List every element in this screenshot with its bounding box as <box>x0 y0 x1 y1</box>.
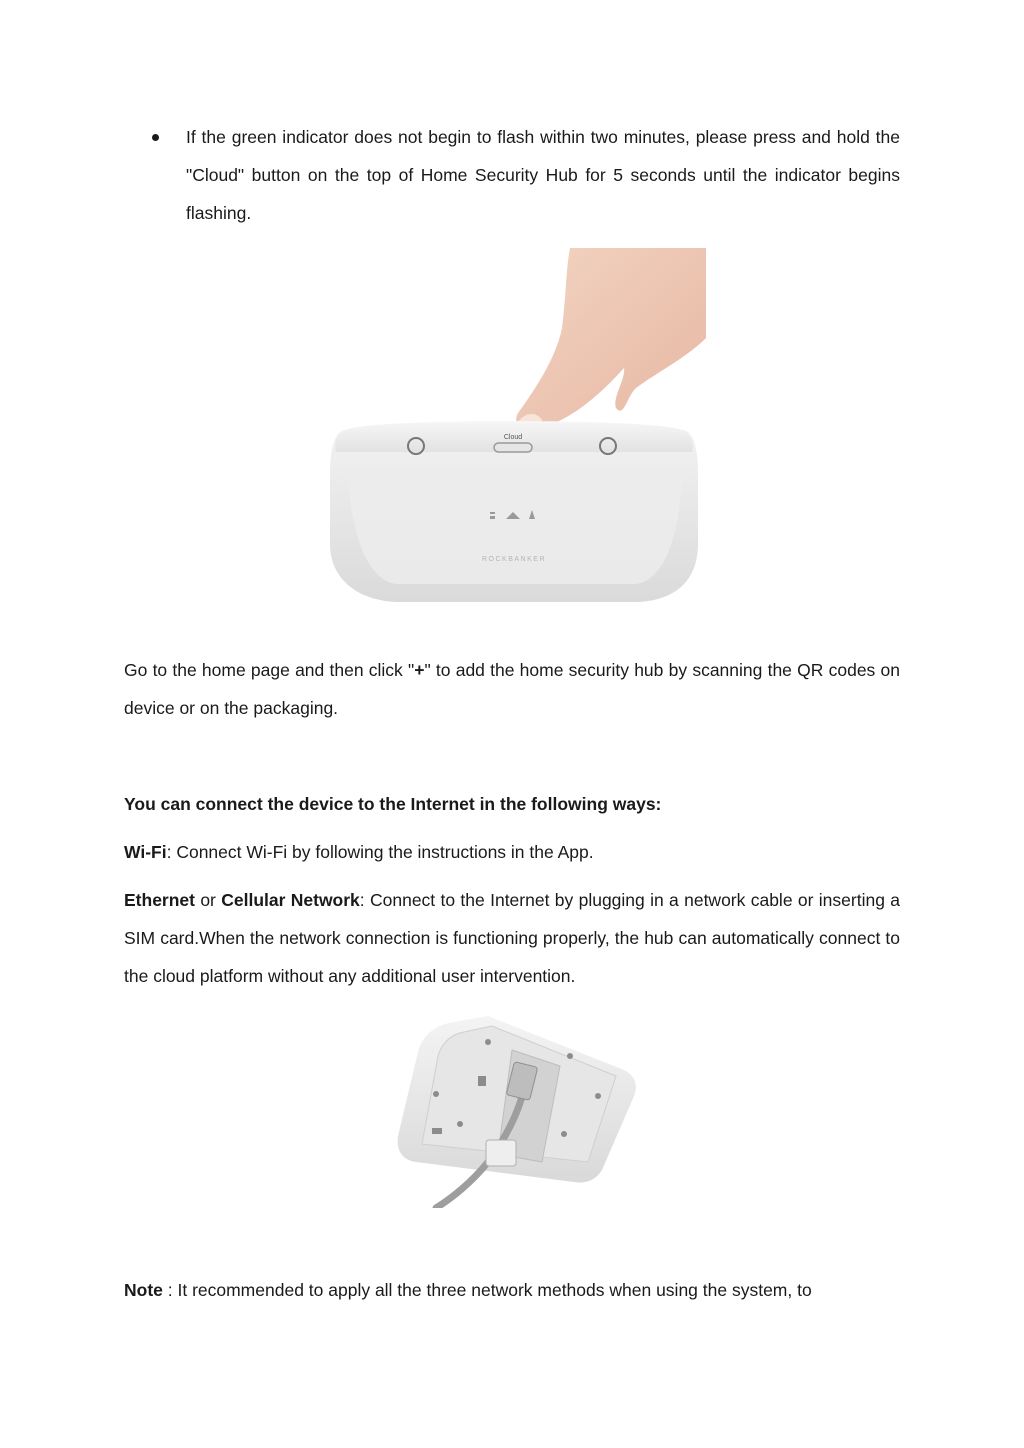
hand-shape <box>516 248 706 429</box>
plus-symbol: + <box>414 660 425 680</box>
instruction-part-1: Go to the home page and then click " <box>124 660 415 680</box>
hub-cloud-button-photo <box>326 248 708 604</box>
ethernet-cellular-method <box>124 881 900 995</box>
connect-heading-text: You can connect the device to the Internet in the following ways: <box>124 794 662 814</box>
wifi-label: Wi-Fi <box>124 842 167 862</box>
bullet-dot-icon <box>152 134 159 141</box>
connect-heading <box>124 785 900 823</box>
cloud-button-label: Cloud <box>503 434 523 441</box>
ethernet-or: or <box>194 890 222 910</box>
bullet-text: If the green indicator does not begin to flash within two minutes, please press and hold the "Cloud" button on the top of Home Security Hub for 5 seconds until the indicator begins flashing. <box>186 127 900 223</box>
note-paragraph <box>124 1271 900 1309</box>
ethernet-label: Ethernet <box>124 890 195 910</box>
cellular-label: Cellular Network <box>221 890 360 910</box>
note-label: Note <box>124 1280 163 1300</box>
note-text: : It recommended to apply all the three network methods when using the system, to <box>162 1280 812 1300</box>
add-hub-instruction <box>124 651 900 727</box>
wifi-text: : Connect Wi-Fi by following the instructions in the App. <box>166 842 594 862</box>
instruction-part-2: " to add the home security hub by scanning the QR codes on device or on the packaging. <box>124 660 900 718</box>
ethernet-text: : Connect to the Internet by plugging in a network cable or inserting a SIM card.When the network connection is functioning properly, the hub can automatically connect to the cloud platform without any additional user intervention. <box>124 890 900 986</box>
wifi-method <box>124 833 900 871</box>
cloud-button-icon <box>494 443 532 452</box>
brand-mark: ROCKBANKER <box>481 556 547 563</box>
hub-underside-cable-photo <box>392 1012 638 1208</box>
